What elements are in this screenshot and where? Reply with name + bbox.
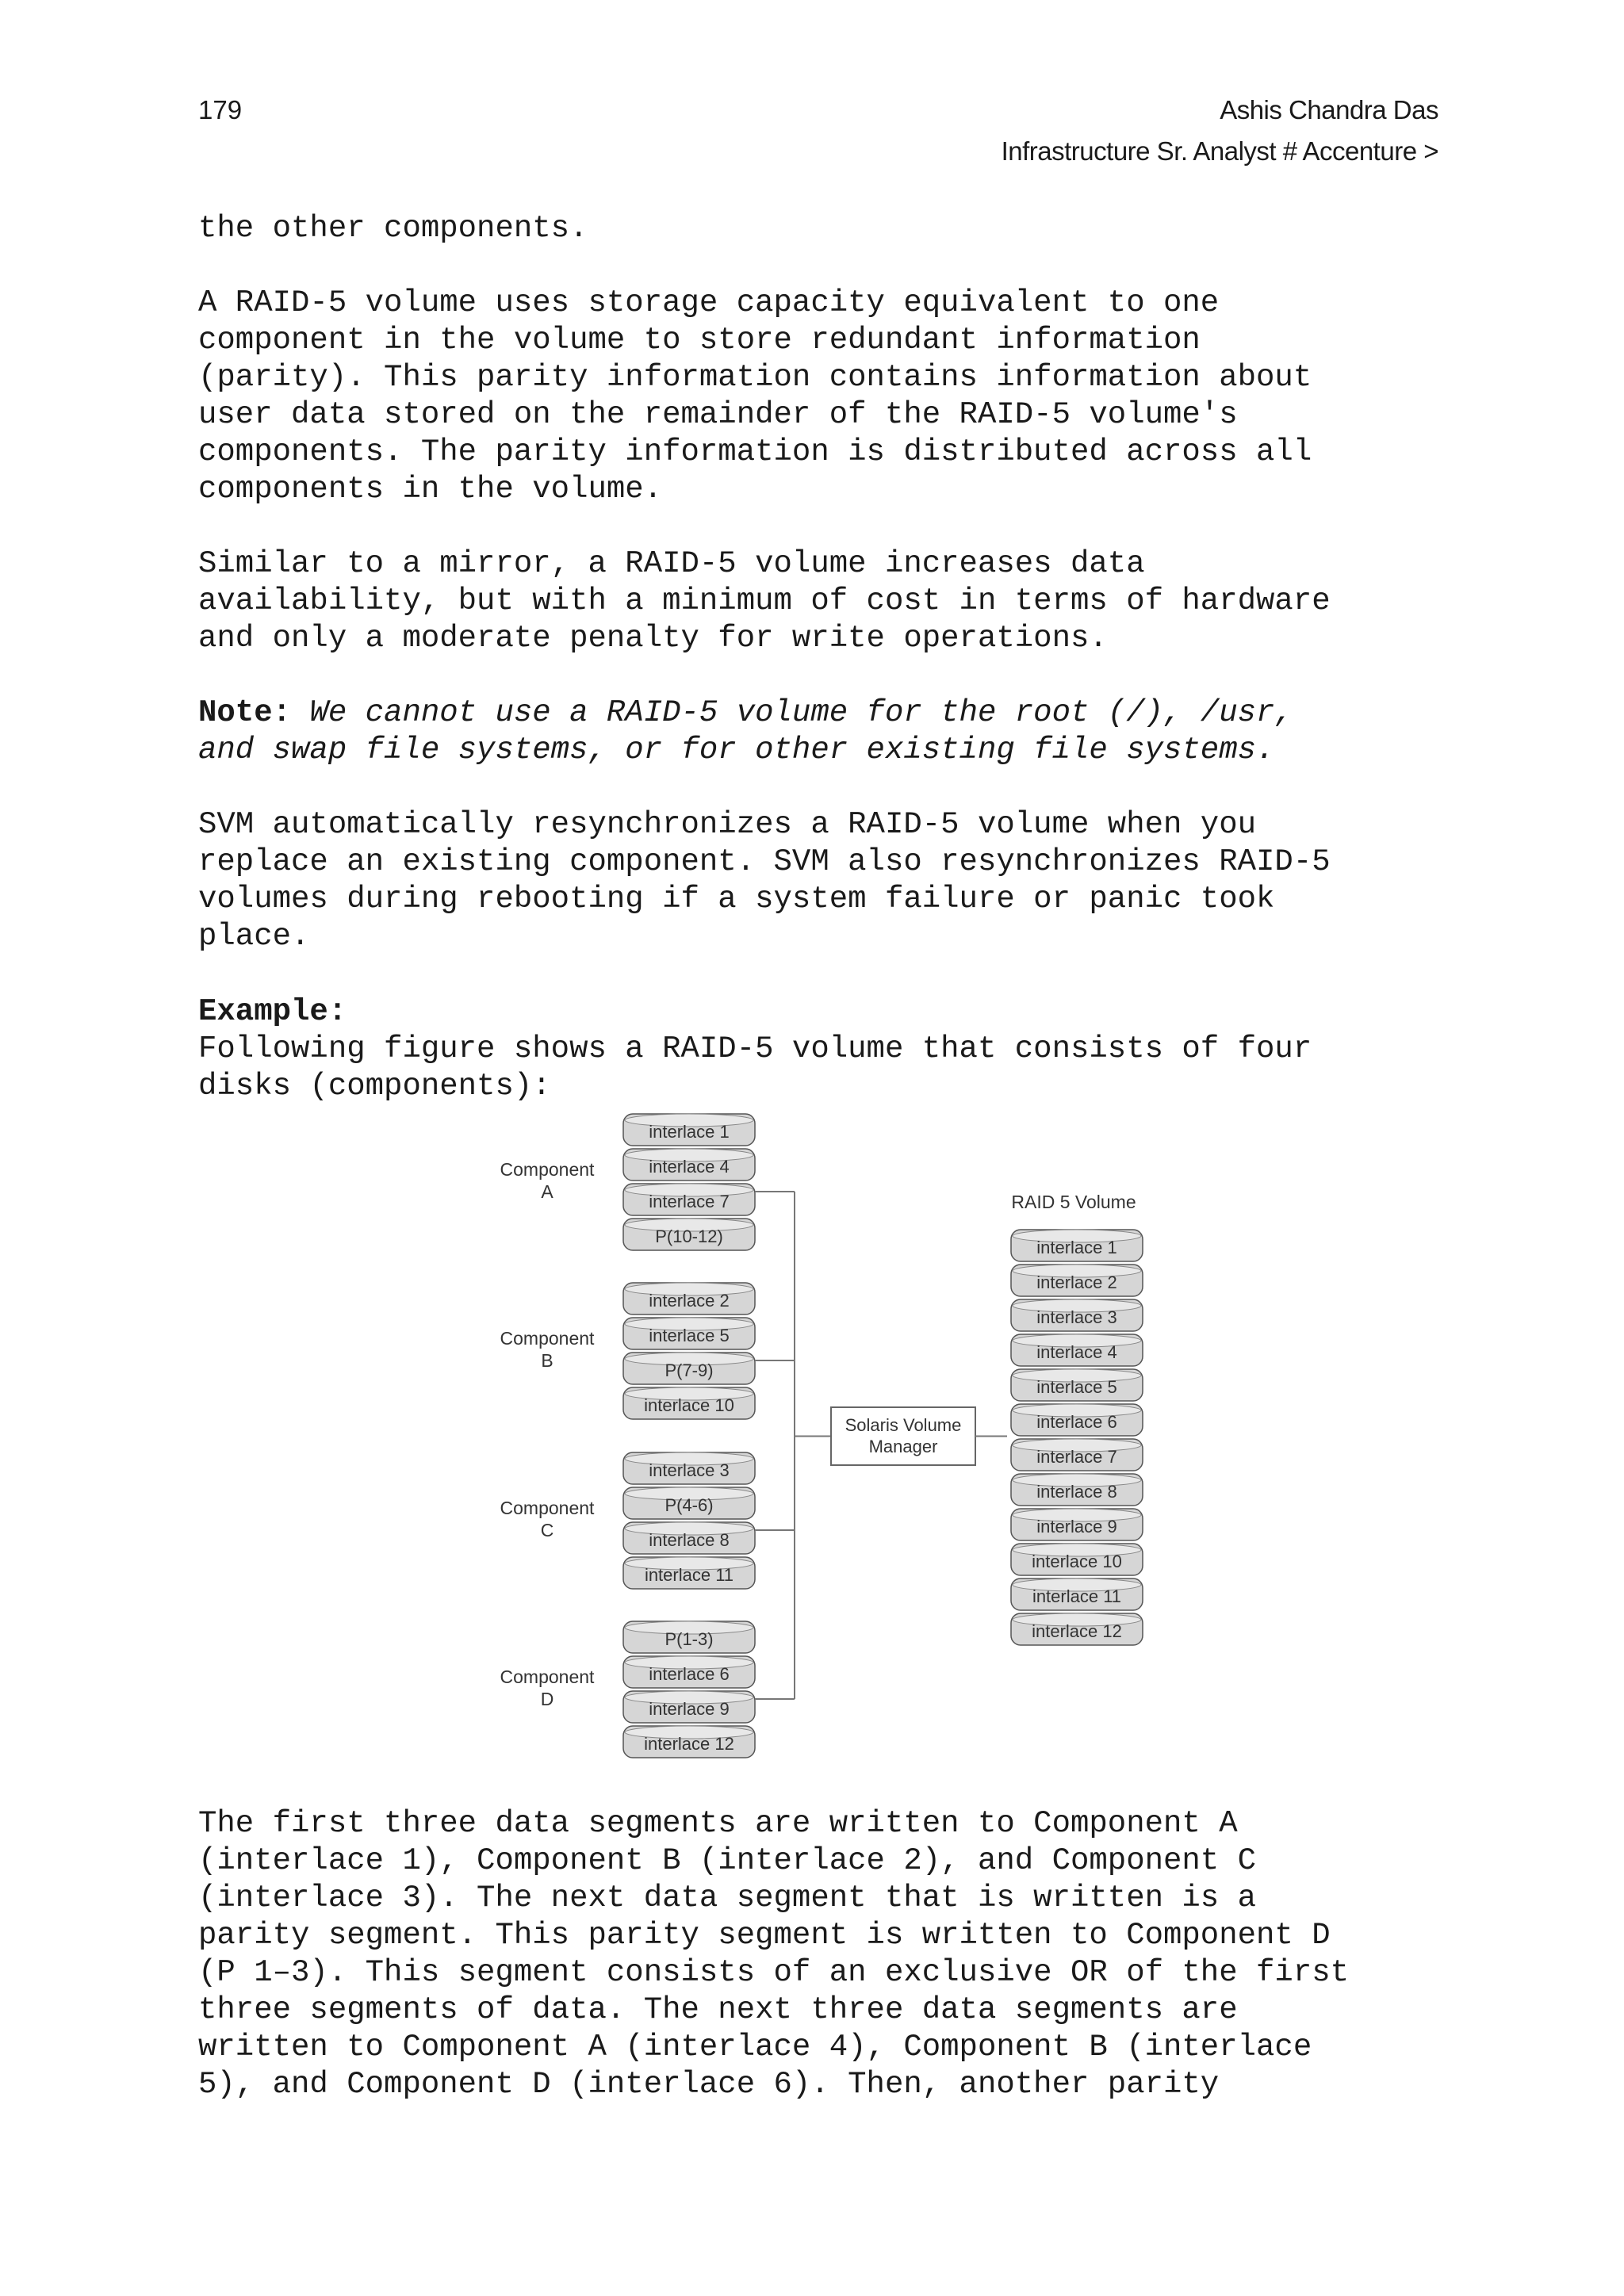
- paragraph-continuation: the other components.: [198, 211, 588, 246]
- disk-label: interlace 3: [1036, 1307, 1117, 1327]
- note-label: Note:: [198, 695, 292, 730]
- disk-label: interlace 1: [1036, 1238, 1117, 1257]
- disk-label: interlace 11: [1032, 1586, 1122, 1606]
- disk-label: interlace 5: [649, 1326, 730, 1345]
- component-letter: D: [540, 1689, 554, 1709]
- component-letter: C: [540, 1520, 554, 1540]
- disk-label: P(10-12): [655, 1226, 723, 1246]
- disk-label: interlace 6: [1036, 1412, 1117, 1432]
- component-letter: B: [541, 1350, 553, 1371]
- volume-disk: [1011, 1544, 1143, 1575]
- disk-label: interlace 8: [1036, 1482, 1117, 1502]
- paragraph-raid5-availability: Similar to a mirror, a RAID-5 volume increases data availability, but with a minimum of cost in terms of hardware and only a moderate penalty for write operations.: [198, 546, 1331, 656]
- disk-label: interlace 12: [644, 1734, 734, 1754]
- disk-label: interlace 11: [644, 1565, 734, 1585]
- disk-label: interlace 10: [644, 1395, 734, 1415]
- example-label: Example:: [198, 994, 347, 1029]
- disk-label: interlace 4: [649, 1157, 730, 1177]
- disk-label: interlace 10: [1032, 1552, 1122, 1571]
- paragraph-figure-intro: Following figure shows a RAID-5 volume that consists of four disks (components):: [198, 1031, 1312, 1104]
- component-disk: [623, 1114, 755, 1146]
- disk-label: interlace 2: [1036, 1272, 1117, 1292]
- component-disk: [623, 1184, 755, 1215]
- component-disk: [623, 1283, 755, 1314]
- disk-label: interlace 7: [1036, 1447, 1117, 1467]
- component-label: Component: [500, 1667, 595, 1687]
- volume-disk: [1011, 1265, 1143, 1296]
- disk-label: interlace 6: [649, 1664, 730, 1684]
- component-label: Component: [500, 1159, 595, 1180]
- component-disk: [623, 1522, 755, 1554]
- disk-label: interlace 3: [649, 1460, 730, 1480]
- component-disk: [623, 1621, 755, 1653]
- disk-label: interlace 7: [649, 1192, 730, 1211]
- volume-disk: [1011, 1474, 1143, 1506]
- disk-label: interlace 1: [649, 1122, 730, 1142]
- author-affiliation: Infrastructure Sr. Analyst # Accenture >: [1001, 136, 1438, 166]
- component-disk: [623, 1452, 755, 1484]
- volume-disk: [1011, 1439, 1143, 1471]
- volume-disk: [1011, 1509, 1143, 1540]
- paragraph-data-segments: The first three data segments are written to Component A (interlace 1), Component B (interlace 2), and Component C (interlace 3). The next data segment that is written is a parity segment. This parity segment is written to Component D (P 1–3). This segment consists of an exclusive OR of the first three segments of data. The next three data segments are written to Component A (interlace 4), Component B (interlace 5), and Component D (interlace 6). Then, another parity: [198, 1806, 1350, 2102]
- component-disk: [623, 1557, 755, 1589]
- component-disk: [623, 1487, 755, 1519]
- volume-disk: [1011, 1613, 1143, 1645]
- volume-disk: [1011, 1578, 1143, 1610]
- component-label: Component: [500, 1328, 595, 1349]
- disk-label: interlace 12: [1032, 1621, 1122, 1641]
- component-disk: [623, 1656, 755, 1688]
- disk-label: interlace 9: [1036, 1517, 1117, 1536]
- disk-label: interlace 4: [1036, 1342, 1117, 1362]
- component-disk: [623, 1387, 755, 1419]
- component-disk: [623, 1149, 755, 1181]
- paragraph-resync: SVM automatically resynchronizes a RAID-5 volume when you replace an existing component. SVM also resynchronizes RAID-5 volumes during rebooting if a system failure or panic took place.: [198, 807, 1331, 954]
- component-disk: [623, 1726, 755, 1758]
- disk-label: P(7-9): [665, 1360, 714, 1380]
- raid5-volume-title: RAID 5 Volume: [1011, 1192, 1136, 1212]
- disk-label: interlace 2: [649, 1291, 730, 1311]
- component-disk: [623, 1353, 755, 1384]
- disk-label: interlace 8: [649, 1530, 730, 1550]
- volume-disk: [1011, 1334, 1143, 1366]
- author-name: Ashis Chandra Das: [1220, 95, 1438, 124]
- paragraph-raid5-capacity: A RAID-5 volume uses storage capacity equivalent to one component in the volume to store redundant information (parity). This parity information contains information about user data stored on the remainder of the RAID-5 volume's components. The parity information is distributed across all components in the volume.: [198, 285, 1312, 507]
- volume-disk: [1011, 1404, 1143, 1436]
- page-number: 179: [198, 95, 243, 124]
- component-disk: [623, 1691, 755, 1723]
- note-text: We cannot use a RAID-5 volume for the root (/), /usr, and swap file systems, or for other existing file systems.: [198, 695, 1293, 767]
- component-disk: [623, 1219, 755, 1250]
- component-label: Component: [500, 1498, 595, 1518]
- volume-manager-label: Solaris Volume: [845, 1415, 962, 1435]
- disk-label: P(4-6): [665, 1495, 714, 1515]
- volume-manager-label: Manager: [868, 1437, 938, 1456]
- disk-label: interlace 5: [1036, 1377, 1117, 1397]
- disk-label: interlace 9: [649, 1699, 730, 1719]
- volume-disk: [1011, 1299, 1143, 1331]
- volume-disk: [1011, 1230, 1143, 1261]
- volume-disk: [1011, 1369, 1143, 1401]
- component-letter: A: [541, 1181, 553, 1202]
- disk-label: P(1-3): [665, 1629, 714, 1649]
- component-disk: [623, 1318, 755, 1349]
